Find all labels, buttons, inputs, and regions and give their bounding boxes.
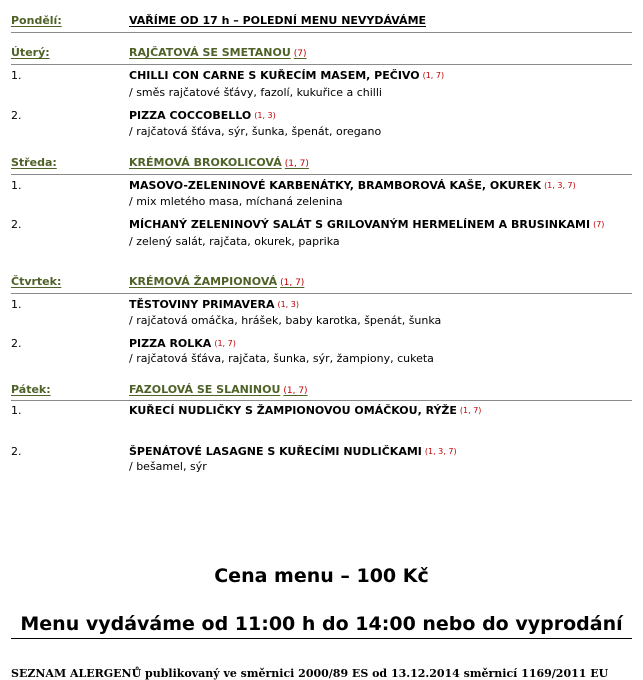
soup-allergens: (1, 7) bbox=[283, 386, 308, 396]
day-label-friday: Pátek: bbox=[11, 383, 51, 396]
dish-title: MASOVO-ZELENINOVÉ KARBENÁTKY, BRAMBOROVÁ KAŠE, OKUREK bbox=[129, 179, 542, 192]
dish-name bbox=[129, 405, 481, 416]
day-label-thursday: Čtvrtek: bbox=[11, 275, 62, 288]
divider bbox=[11, 174, 632, 175]
dish-allergens: (1, 7) bbox=[214, 339, 236, 348]
dish-number: 2. bbox=[11, 109, 22, 122]
dish-allergens: (1, 3, 7) bbox=[544, 181, 576, 190]
dish-name bbox=[129, 110, 276, 121]
divider bbox=[11, 293, 632, 294]
soup-tuesday bbox=[129, 47, 307, 59]
dish-name bbox=[129, 180, 576, 191]
dish-title: KUŘECÍ NUDLIČKY S ŽAMPIONOVOU OMÁČKOU, RÝŽE bbox=[129, 404, 457, 417]
dish-title: PIZZA ROLKA bbox=[129, 337, 212, 350]
allergen-list-heading: SEZNAM ALERGENŮ publikovaný ve směrnici 2000/89 ES od 13.12.2014 směrnicí 1169/2011 EU bbox=[11, 667, 609, 680]
divider bbox=[11, 64, 632, 65]
dish-name bbox=[129, 338, 236, 349]
dish-number: 2. bbox=[11, 218, 22, 231]
dish-allergens: (7) bbox=[593, 220, 605, 229]
dish-title: ŠPENÁTOVÉ LASAGNE S KUŘECÍMI NUDLIČKAMI bbox=[129, 445, 422, 458]
dish-number: 1. bbox=[11, 69, 22, 82]
dish-title: MÍCHANÝ ZELENINOVÝ SALÁT S GRILOVANÝM HERMELÍNEM A BRUSINKAMI bbox=[129, 218, 591, 231]
dish-description: / rajčatová šťáva, sýr, šunka, špenát, oregano bbox=[129, 125, 382, 138]
dish-description: / rajčatová omáčka, hrášek, baby karotka, špenát, šunka bbox=[129, 314, 442, 327]
dish-number: 1. bbox=[11, 179, 22, 192]
divider bbox=[11, 400, 632, 401]
soup-thursday bbox=[129, 276, 304, 288]
dish-number: 2. bbox=[11, 337, 22, 350]
dish-allergens: (1, 3) bbox=[254, 111, 276, 120]
dish-allergens: (1, 3, 7) bbox=[424, 447, 457, 456]
dish-allergens: (1, 7) bbox=[459, 406, 482, 415]
dish-number: 2. bbox=[11, 445, 22, 458]
soup-name: FAZOLOVÁ SE SLANINOU bbox=[129, 383, 281, 396]
dish-number: 1. bbox=[11, 298, 22, 311]
dish-name bbox=[129, 299, 299, 310]
dish-name bbox=[129, 70, 444, 81]
dish-name bbox=[129, 446, 457, 457]
dish-allergens: (1, 3) bbox=[277, 300, 299, 309]
soup-allergens: (1, 7) bbox=[284, 159, 309, 169]
dish-title: TĚSTOVINY PRIMAVERA bbox=[129, 298, 275, 311]
soup-name: KRÉMOVÁ ŽAMPIONOVÁ bbox=[129, 275, 278, 288]
soup-friday bbox=[129, 384, 308, 396]
day-label-wednesday: Středa: bbox=[11, 156, 57, 169]
dish-title: PIZZA COCCOBELLO bbox=[129, 109, 252, 122]
dish-number: 1. bbox=[11, 404, 22, 417]
soup-allergens: (1, 7) bbox=[280, 278, 305, 288]
dish-description: / bešamel, sýr bbox=[129, 460, 207, 473]
day-label-monday: Pondělí: bbox=[11, 14, 62, 27]
dish-name bbox=[129, 219, 604, 230]
soup-name: RAJČATOVÁ SE SMETANOU bbox=[129, 46, 291, 59]
soup-name: KRÉMOVÁ BROKOLICOVÁ bbox=[129, 156, 282, 169]
dish-description: / zelený salát, rajčata, okurek, paprika bbox=[129, 235, 340, 248]
day-label-tuesday: Úterý: bbox=[11, 46, 50, 59]
soup-wednesday bbox=[129, 157, 309, 169]
divider bbox=[11, 638, 632, 639]
dish-title: CHILLI CON CARNE S KUŘECÍM MASEM, PEČIVO bbox=[129, 69, 420, 82]
serving-hours: Menu vydáváme od 11:00 h do 14:00 nebo do vyprodání bbox=[20, 613, 623, 635]
soup-allergens: (7) bbox=[293, 49, 307, 59]
dish-description: / mix mletého masa, míchaná zelenina bbox=[129, 195, 343, 208]
dish-allergens: (1, 7) bbox=[422, 71, 445, 80]
dish-description: / rajčatová šťáva, rajčata, šunka, sýr, žampiony, cuketa bbox=[129, 352, 434, 365]
monday-notice: VAŘÍME OD 17 h – POLEDNÍ MENU NEVYDÁVÁME bbox=[129, 14, 427, 27]
divider bbox=[11, 32, 632, 33]
dish-description: / směs rajčatové šťávy, fazolí, kukuřice a chilli bbox=[129, 86, 382, 99]
menu-price: Cena menu – 100 Kč bbox=[214, 565, 429, 587]
